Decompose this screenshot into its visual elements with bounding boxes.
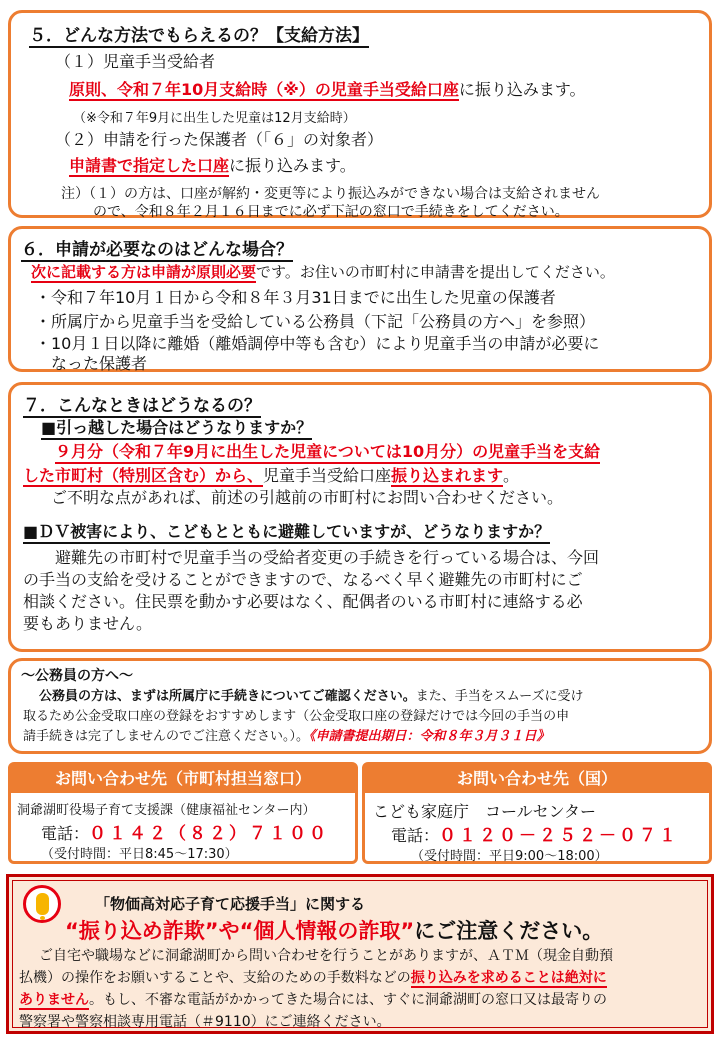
civil-line-3 <box>23 725 550 744</box>
item2-text <box>69 153 356 176</box>
civil-line-1-rest: また、手当をスムーズに受け <box>415 689 584 704</box>
warning-body-line-2-red: 振り込みを求めることは絶対に <box>410 970 607 986</box>
civil-servant-box <box>8 658 712 754</box>
bullet-3-line-2: なった保護者 <box>51 354 148 373</box>
answer-moving-red-1: ９月分（令和７年9月に出生した児童については10月分）の児童手当を支給 <box>55 439 600 464</box>
warning-body-line-2-start: 払機）の操作をお願いすることや、支給のための手数料などの <box>19 970 411 986</box>
answer-dv-line-2: の手当の支給を受けることができますので、なるべく早く避難先の市町村にご <box>23 570 583 589</box>
contact-municipal-org: 洞爺湖町役場子育て支援課（健康福祉センター内） <box>17 803 316 818</box>
item1-red-text: 原則、令和７年10月支給時（※）の児童手当受給口座 <box>69 80 459 99</box>
item2-label: （２）申請を行った保護者（「６」の対象者） <box>55 130 384 149</box>
answer-moving-red-3: 振り込まれます <box>391 466 504 485</box>
warning-subtitle: 「物価高対応子育て応援手当」に関する <box>95 895 366 913</box>
contact-national-hours: （受付時間：平日9:00～18:00） <box>411 849 608 864</box>
contact-national-phone: ０１２０－２５２－０７１ <box>439 826 680 846</box>
section-6-lead <box>31 261 615 282</box>
contact-municipal-phone-label: 電話： <box>41 824 90 843</box>
item1-text <box>69 77 586 100</box>
contact-municipal-hours: （受付時間：平日8:45～17:30） <box>41 847 238 862</box>
exclamation-icon <box>23 885 61 923</box>
fraud-warning-box <box>6 874 714 1034</box>
question-moving: ■引っ越した場合はどうなりますか？ <box>41 415 312 440</box>
section-6-box <box>8 226 712 372</box>
answer-dv-line-1: 避難先の市町村で児童手当の受給者変更の手続きを行っている場合は、今回 <box>55 548 600 567</box>
answer-moving-line-3: ご不明な点があれば、前述の引越前の市町村にお問い合わせください。 <box>51 488 564 507</box>
civil-line-1-bold: 公務員の方は、まずは所属庁に手続きについてご確認ください。 <box>39 689 416 704</box>
answer-moving-line-2 <box>23 463 519 486</box>
contact-municipal-header: お問い合わせ先（市町村担当窓口） <box>11 765 355 793</box>
note-line-2: ので、令和８年２月１６日までに必ず下記の窓口で手続きをしてください。 <box>93 204 569 220</box>
answer-moving-red-2: した市町村（特別区含む）から、 <box>23 466 264 485</box>
bullet-3-line-1: ・10月１日以降に離婚（離婚調停中等も含む）により児童手当の申請が必要に <box>35 334 600 353</box>
answer-dv-line-4: 要もありません。 <box>23 614 152 633</box>
warning-body-line-3 <box>19 989 607 1009</box>
item1-note: （※令和７年9月に出生した児童は12月支給時） <box>73 111 356 126</box>
contact-national <box>362 762 712 864</box>
warning-body-line-2 <box>19 967 607 987</box>
contact-national-phone-row <box>391 821 679 846</box>
note-line-1: 注）（１）の方は、口座が解約・変更等により振込みができない場合は支給されません <box>61 186 600 202</box>
civil-title: ～公務員の方へ～ <box>21 668 133 684</box>
item2-red-text: 申請書で指定した口座 <box>69 156 230 175</box>
warning-headline-black: にご注意ください。 <box>414 919 604 943</box>
civil-line-1 <box>39 685 583 704</box>
item1-label: （１）児童手当受給者 <box>55 52 216 71</box>
civil-line-3-text: 請手続きは完了しませんのでご注意ください。）。 <box>23 729 310 744</box>
warning-body-line-4: 警察署や警察相談専用電話（＃9110）にご連絡ください。 <box>19 1014 391 1030</box>
civil-line-2: 取るため公金受取口座の登録をおすすめします（公金受取口座の登録だけでは今回の手当の申 <box>23 709 570 724</box>
bullet-1: ・令和７年10月１日から令和８年３月31日までに出生した児童の保護者 <box>35 288 556 307</box>
warning-body-line-1: ご自宅や職場などに洞爺湖町から問い合わせを行うことがありますが、ＡＴＭ（現金自動預 <box>39 948 613 964</box>
bullet-2: ・所属庁から児童手当を受給している公務員（下記「公務員の方へ」を参照） <box>35 312 596 331</box>
section-7-box <box>8 382 712 652</box>
warning-headline-red: “振り込め詐欺”や“個人情報の詐取” <box>65 919 415 943</box>
contact-municipal-phone: ０１４２（８２）７１００ <box>89 824 330 844</box>
section-7-title: ７．こんなときはどうなるの？ <box>23 391 261 418</box>
civil-deadline: 《申請書提出期日：令和８年３月３１日》 <box>309 729 550 744</box>
section-5-box <box>8 10 712 218</box>
contact-national-phone-label: 電話： <box>391 826 440 845</box>
item2-rest: に振り込みます。 <box>229 156 356 175</box>
section-5-title: ５．どんな方法でもらえるの？【支給方法】 <box>29 21 369 48</box>
warning-body-line-3-red: ありません <box>19 992 89 1008</box>
answer-moving-end: 。 <box>503 466 520 485</box>
answer-dv-line-3: 相談ください。住民票を動かす必要はなく、配偶者のいる市町村に連絡する必 <box>23 592 583 611</box>
section-6-lead-red: 次に記載する方は申請が原則必要 <box>31 263 257 281</box>
contact-national-header: お問い合わせ先（国） <box>365 765 709 793</box>
contact-national-org: こども家庭庁 コールセンター <box>373 802 597 821</box>
contact-municipal-phone-row <box>41 819 329 844</box>
warning-headline <box>65 915 603 945</box>
item1-rest: に振り込みます。 <box>458 80 586 99</box>
answer-moving-mid: 児童手当受給口座 <box>263 466 392 485</box>
section-6-lead-rest: です。お住いの市町村に申請書を提出してください。 <box>256 263 615 281</box>
contact-municipal <box>8 762 358 864</box>
warning-body-line-3-rest: 。もし、不審な電話がかかってきた場合には、すぐに洞爺湖町の窓口又は最寄りの <box>89 992 607 1008</box>
section-6-title: ６．申請が必要なのはどんな場合？ <box>21 235 293 262</box>
question-dv: ■ＤＶ被害により、こどもとともに避難していますが、どうなりますか？ <box>23 519 550 544</box>
